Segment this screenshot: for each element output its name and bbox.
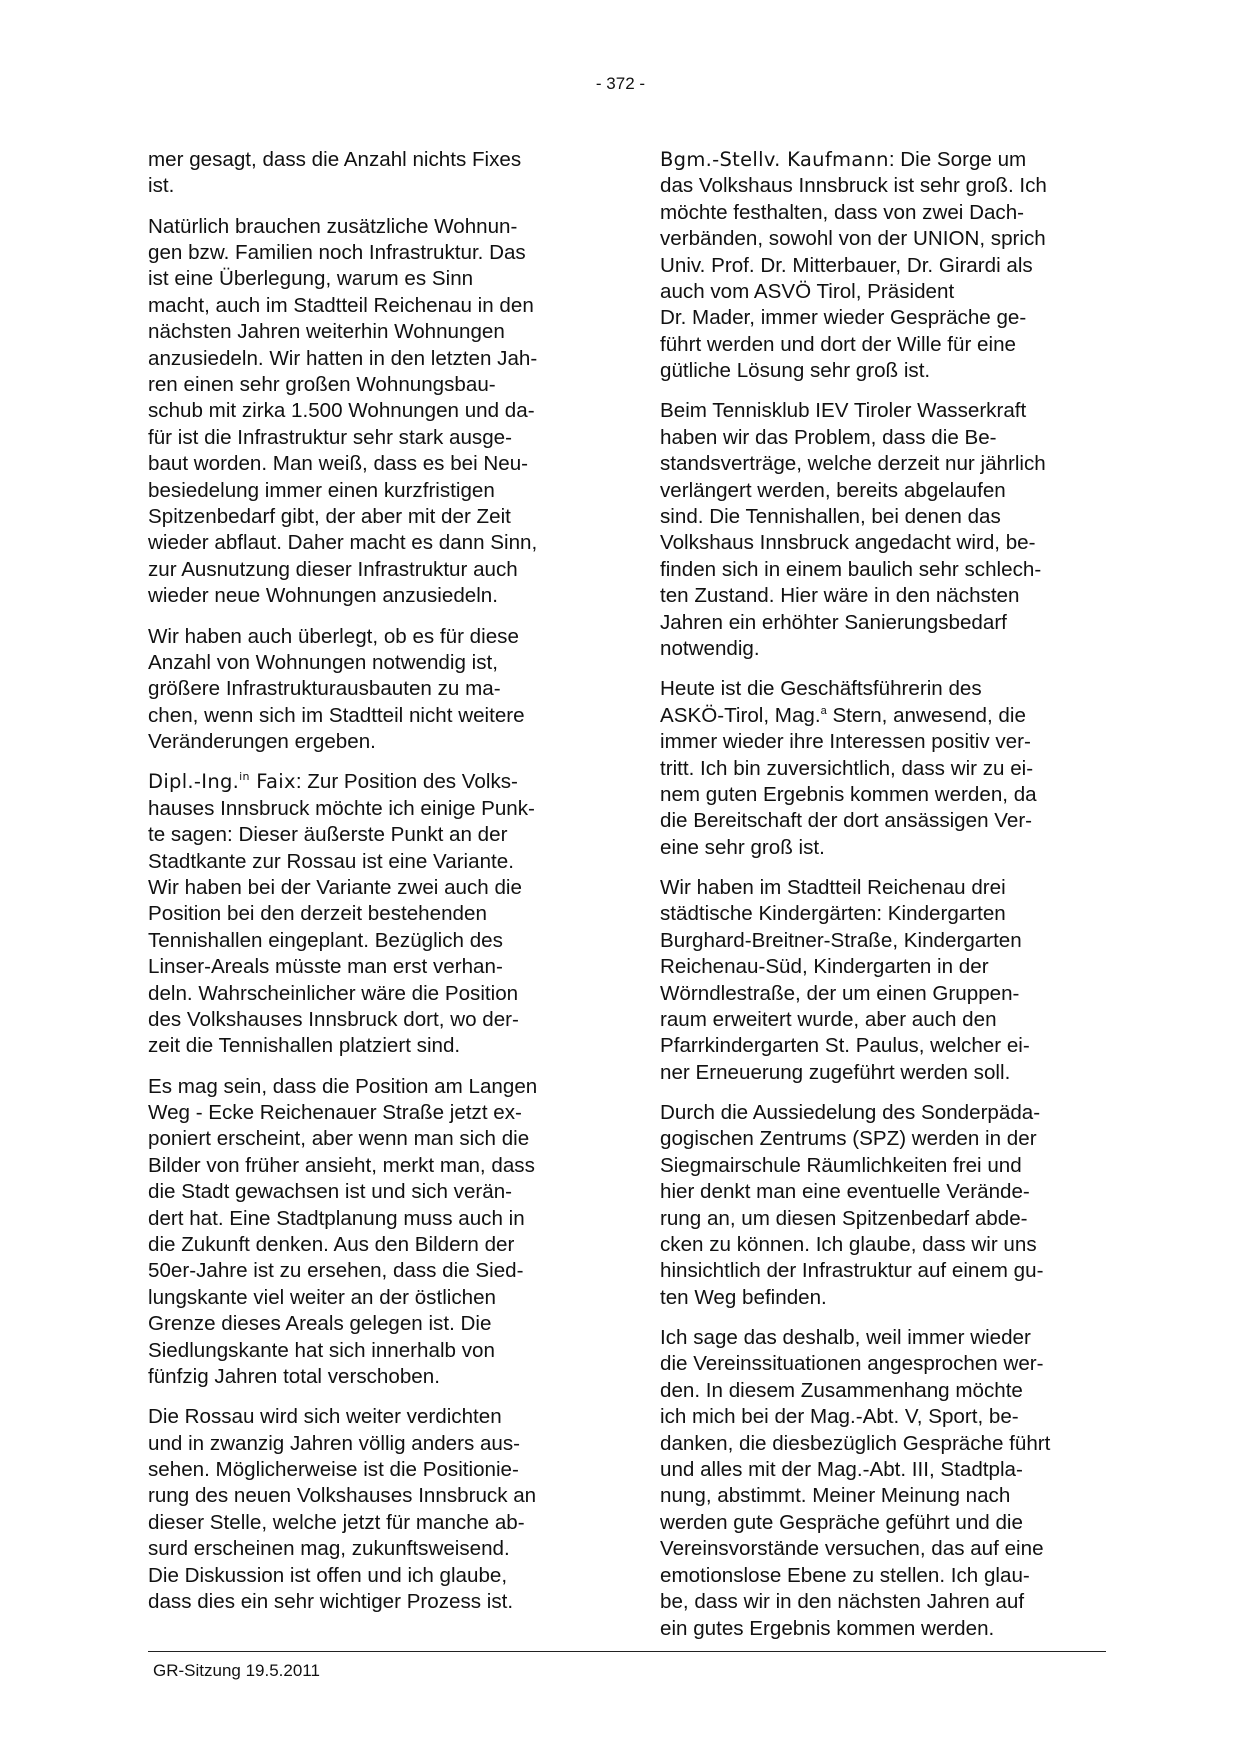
text-line: Linser-Areals müsste man erst verhan-: [148, 955, 503, 979]
text-line: Die Diskussion ist offen und ich glaube,: [148, 1563, 508, 1587]
text-line: mer gesagt, dass die Anzahl nichts Fixes: [148, 148, 522, 171]
text-line: eine sehr groß ist.: [660, 835, 825, 859]
line-rest: : Zur Position des Volks-: [295, 770, 518, 794]
text-line: te sagen: Dieser äußerste Punkt an der: [148, 823, 508, 847]
text-line: Pfarrkindergarten St. Paulus, welcher ei-: [660, 1034, 1030, 1058]
text-line: und in zwanzig Jahren völlig anders aus-: [148, 1431, 521, 1455]
text-line: größere Infrastrukturausbauten zu ma-: [148, 677, 501, 701]
text-line: wieder abflaut. Daher macht es dann Sinn,: [148, 531, 538, 555]
text-line: [148, 769, 594, 795]
text-line: Wir haben auch überlegt, ob es für diese: [148, 624, 519, 648]
text-line: cken zu können. Ich glaube, dass wir uns: [660, 1233, 1037, 1257]
text-line: Wir haben im Stadtteil Reichenau drei: [660, 875, 1006, 899]
text-line: Bilder von früher ansieht, merkt man, dass: [148, 1153, 535, 1177]
text-line: [660, 147, 1106, 173]
paragraph: [148, 147, 594, 200]
text-line: ten Zustand. Hier wäre in den nächsten: [660, 584, 1020, 608]
page-number: - 372 -: [595, 74, 646, 93]
paragraph: [148, 1404, 594, 1615]
line-end: Stern, anwesend, die: [826, 703, 1026, 727]
title-superscript: a: [820, 704, 827, 717]
paragraph: [660, 398, 1106, 662]
text-line: notwendig.: [660, 637, 760, 661]
text-line: Spitzenbedarf gibt, der aber mit der Zeit: [148, 505, 511, 529]
text-line: Reichenau-Süd, Kindergarten in der: [660, 955, 989, 979]
text-line: chen, wenn sich im Stadtteil nicht weitere: [148, 703, 525, 727]
text-line: Die Rossau wird sich weiter verdichten: [148, 1405, 502, 1429]
text-line: führt werden und dort der Wille für eine: [660, 332, 1016, 356]
paragraph: [660, 676, 1106, 861]
text-line: lungskante viel weiter an der östlichen: [148, 1285, 497, 1309]
footer-divider: [148, 1651, 1106, 1652]
text-line: immer wieder ihre Interessen positiv ver-: [660, 730, 1031, 754]
text-line: nung, abstimmt. Meiner Meinung nach: [660, 1484, 1011, 1508]
text-line: deln. Wahrscheinlicher wäre die Position: [148, 981, 519, 1005]
text-line: für ist die Infrastruktur sehr stark ausge-: [148, 425, 512, 449]
text-line: auch vom ASVÖ Tirol, Präsident: [660, 280, 955, 304]
text-line: Burghard-Breitner-Straße, Kindergarten: [660, 928, 1022, 952]
text-line: Wir haben bei der Variante zwei auch die: [148, 875, 522, 899]
text-line: Siedlungskante hat sich innerhalb von: [148, 1338, 495, 1362]
text-line: ten Weg befinden.: [660, 1285, 827, 1309]
text-line: verlängert werden, bereits abgelaufen: [660, 478, 1006, 502]
text-line: zeit die Tennishallen platziert sind.: [148, 1034, 461, 1058]
text-line: nem guten Ergebnis kommen werden, da: [660, 782, 1037, 806]
text-line: gütliche Lösung sehr groß ist.: [660, 359, 931, 383]
text-line: sind. Die Tennishallen, bei denen das: [660, 505, 1001, 529]
text-line: gen bzw. Familien noch Infrastruktur. Das: [148, 241, 526, 265]
text-line: danken, die diesbezüglich Gespräche führt: [660, 1431, 1051, 1455]
text-line: Tennishallen eingeplant. Bezüglich des: [148, 928, 503, 952]
text-line: raum erweitert wurde, aber auch den: [660, 1007, 997, 1031]
speaker-title: Dipl.-Ing.: [148, 770, 240, 794]
text-line: wieder neue Wohnungen anzusiedeln.: [148, 584, 498, 608]
text-line: gogischen Zentrums (SPZ) werden in der: [660, 1127, 1037, 1151]
text-line: surd erscheinen mag, zukunftsweisend.: [148, 1537, 510, 1561]
text-line: Anzahl von Wohnungen notwendig ist,: [148, 650, 498, 674]
text-line: tritt. Ich bin zuversichtlich, dass wir zu ei-: [660, 756, 1034, 780]
text-line: dieser Stelle, welche jetzt für manche ab-: [148, 1510, 525, 1534]
text-line: ner Erneuerung zugeführt werden soll.: [660, 1060, 1011, 1084]
paragraph: [148, 624, 594, 756]
text-line: Vereinsvorstände versuchen, das auf eine: [660, 1537, 1044, 1561]
text-line: möchte festhalten, dass von zwei Dach-: [660, 200, 1025, 224]
text-line: werden gute Gespräche geführt und die: [660, 1510, 1023, 1534]
text-line: macht, auch im Stadtteil Reichenau in den: [148, 293, 534, 317]
text-line: fünfzig Jahren total verschoben.: [148, 1365, 440, 1389]
text-line: ist eine Überlegung, warum es Sinn: [148, 267, 474, 291]
text-line: zur Ausnutzung dieser Infrastruktur auch: [148, 557, 518, 581]
text-line: Position bei den derzeit bestehenden: [148, 902, 487, 926]
text-line: Heute ist die Geschäftsführerin des: [660, 677, 982, 701]
text-line: dert hat. Eine Stadtplanung muss auch in: [148, 1206, 525, 1230]
speaker-name: Bgm.-Stellv. Kaufmann: [660, 148, 889, 171]
text-line: be, dass wir in den nächsten Jahren auf: [660, 1590, 1025, 1614]
text-line: und alles mit der Mag.-Abt. III, Stadtpla-: [660, 1458, 1023, 1482]
text-line: ich mich bei der Mag.-Abt. V, Sport, be-: [660, 1405, 1019, 1429]
text-line: hauses Innsbruck möchte ich einige Punk-: [148, 796, 535, 820]
text-line: 50er-Jahre ist zu ersehen, dass die Sied-: [148, 1259, 524, 1283]
title-superscript: in: [239, 770, 250, 784]
text-line: des Volkshauses Innsbruck dort, wo der-: [148, 1007, 519, 1031]
text-line: Wörndlestraße, der um einen Gruppen-: [660, 981, 1020, 1005]
text-line: die Zukunft denken. Aus den Bildern der: [148, 1233, 515, 1257]
text-line: Veränderungen ergeben.: [148, 730, 376, 754]
right-column: [660, 147, 1106, 1656]
text-line: die Bereitschaft der dort ansässigen Ver-: [660, 809, 1033, 833]
text-line: hier denkt man eine eventuelle Verände-: [660, 1180, 1030, 1204]
text-line: Univ. Prof. Dr. Mitterbauer, Dr. Girardi als: [660, 253, 1033, 277]
text-line: sehen. Möglicherweise ist die Positionie-: [148, 1458, 519, 1482]
paragraph: [660, 875, 1106, 1086]
text-line: die Stadt gewachsen ist und sich verän-: [148, 1180, 513, 1204]
line-start: ASKÖ-Tirol, Mag.: [660, 703, 821, 727]
text-line: poniert erscheint, aber wenn man sich die: [148, 1127, 530, 1151]
text-line: standsverträge, welche derzeit nur jährlich: [660, 452, 1046, 476]
footer-session-date: GR-Sitzung 19.5.2011: [153, 1661, 320, 1680]
text-line: den. In diesem Zusammenhang möchte: [660, 1378, 1023, 1402]
paragraph: [660, 1100, 1106, 1311]
text-line: haben wir das Problem, dass die Be-: [660, 425, 997, 449]
text-line: [660, 703, 1106, 729]
text-line: baut worden. Man weiß, dass es bei Neu-: [148, 452, 529, 476]
text-line: dass dies ein sehr wichtiger Prozess ist.: [148, 1590, 514, 1614]
text-line: nächsten Jahren weiterhin Wohnungen: [148, 320, 505, 344]
text-line: rung des neuen Volkshauses Innsbruck an: [148, 1484, 537, 1508]
paragraph: [660, 147, 1106, 385]
paragraph: [148, 214, 594, 610]
text-line: Volkshaus Innsbruck angedacht wird, be-: [660, 531, 1036, 555]
text-line: Jahren ein erhöhter Sanierungsbedarf: [660, 610, 1007, 634]
text-line: städtische Kindergärten: Kindergarten: [660, 902, 1006, 926]
text-line: besiedelung immer einen kurzfristigen: [148, 478, 495, 502]
text-line: ein gutes Ergebnis kommen werden.: [660, 1616, 995, 1640]
text-line: die Vereinssituationen angesprochen wer-: [660, 1352, 1044, 1376]
text-line: finden sich in einem baulich sehr schlech-: [660, 557, 1042, 581]
text-line: verbänden, sowohl von der UNION, sprich: [660, 227, 1046, 251]
left-column: [148, 147, 594, 1629]
speaker-name: [148, 770, 296, 793]
text-line: anzusiedeln. Wir hatten in den letzten Jah-: [148, 346, 538, 370]
text-line: Dr. Mader, immer wieder Gespräche ge-: [660, 306, 1027, 330]
text-line: Beim Tennisklub IEV Tiroler Wasserkraft: [660, 399, 1027, 423]
paragraph: [148, 769, 594, 1059]
text-line: Durch die Aussiedelung des Sonderpäda-: [660, 1101, 1041, 1124]
text-line: rung an, um diesen Spitzenbedarf abde-: [660, 1206, 1028, 1230]
text-line: hinsichtlich der Infrastruktur auf einem gu-: [660, 1259, 1044, 1283]
line-rest: : Die Sorge um: [888, 148, 1027, 171]
text-line: ist.: [148, 174, 175, 198]
text-line: Ich sage das deshalb, weil immer wieder: [660, 1326, 1031, 1350]
text-line: Stadtkante zur Rossau ist eine Variante.: [148, 849, 514, 873]
text-line: Weg - Ecke Reichenauer Straße jetzt ex-: [148, 1101, 522, 1124]
text-line: das Volkshaus Innsbruck ist sehr groß. Ich: [660, 174, 1047, 198]
text-line: ren einen sehr großen Wohnungsbau-: [148, 373, 496, 397]
text-line: schub mit zirka 1.500 Wohnungen und da-: [148, 399, 535, 423]
text-line: Natürlich brauchen zusätzliche Wohnun-: [148, 214, 518, 238]
text-line: Grenze dieses Areals gelegen ist. Die: [148, 1312, 492, 1336]
text-line: Es mag sein, dass die Position am Langen: [148, 1074, 538, 1098]
text-line: Siegmairschule Räumlichkeiten frei und: [660, 1153, 1022, 1177]
speaker-surname: Faix: [249, 770, 296, 794]
text-line: emotionslose Ebene zu stellen. Ich glau-: [660, 1563, 1030, 1587]
paragraph: [148, 1074, 594, 1391]
paragraph: [660, 1325, 1106, 1642]
